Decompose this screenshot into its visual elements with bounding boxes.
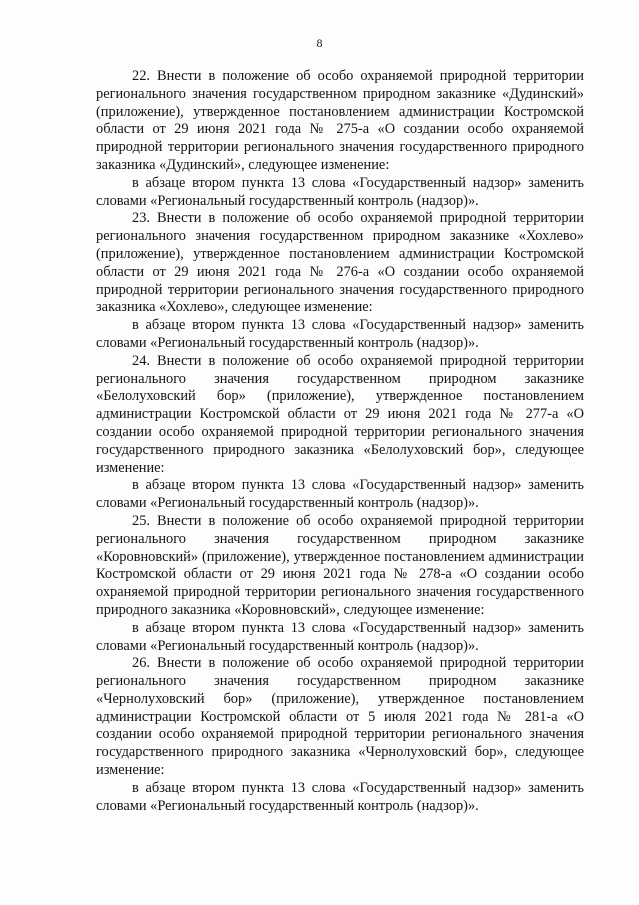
paragraph-amendment-22: в абзаце втором пункта 13 слова «Государственный надзор» заменить словами «Региональный государственный контроль (надзор)». bbox=[96, 174, 584, 209]
paragraph-item-24: 24. Внести в положение об особо охраняемой природной территории регионального значения государственном природном заказнике «Белолуховский бор» (приложение), утвержденное постановлением администрации Костромской области от 29 июня 2021 года № 277-а «О создании особо охраняемой природной территории регионального значения государственного природного заказника «Белолуховский бор», следующее изменение: bbox=[96, 352, 584, 476]
paragraph-item-22: 22. Внести в положение об особо охраняемой природной территории регионального значения государственном природном заказнике «Дудинский» (приложение), утвержденное постановлением администрации Костромской области от 29 июня 2021 года № 275-а «О создании особо охраняемой природной территории регионального значения государственного природного заказника «Дудинский», следующее изменение: bbox=[96, 68, 584, 173]
paragraph-amendment-23: в абзаце втором пункта 13 слова «Государственный надзор» заменить словами «Региональный государственный контроль (надзор)». bbox=[96, 317, 584, 351]
paragraph-item-25: 25. Внести в положение об особо охраняемой природной территории регионального значения государственном природном заказнике «Коровновский» (приложение), утвержденное постановлением администрации Костромской области от 29 июня 2021 года № 278-а «О создании особо охраняемой природной территории регионального значения государственного природного заказника «Коровновский», следующее изменение: bbox=[96, 512, 584, 618]
paragraph-amendment-26: в абзаце втором пункта 13 слова «Государственный надзор» заменить словами «Региональный государственный контроль (надзор)». bbox=[96, 779, 584, 814]
paragraph-item-23: 23. Внести в положение об особо охраняемой природной территории регионального значения государственном природном заказнике «Хохлево» (приложение), утвержденное постановлением администрации Костромской области от 29 июня 2021 года № 276-а «О создании особо охраняемой природной территории регионального значения государственного природного заказника «Хохлево», следующее изменение: bbox=[96, 210, 584, 316]
paragraph-item-26: 26. Внести в положение об особо охраняемой природной территории регионального значения государственном природном заказнике «Чернолуховский бор» (приложение), утвержденное постановлением администрации Костромской области от 5 июля 2021 года № 281-а «О создании особо охраняемой природной территории регионального значения государственного природного заказника «Чернолуховский бор», следующее изменение: bbox=[96, 655, 584, 779]
paragraph-amendment-24: в абзаце втором пункта 13 слова «Государственный надзор» заменить словами «Региональный государственный контроль (надзор)». bbox=[96, 477, 584, 512]
paragraph-amendment-25: в абзаце втором пункта 13 слова «Государственный надзор» заменить словами «Региональный государственный контроль (надзор)». bbox=[96, 619, 584, 654]
document-body bbox=[96, 68, 584, 815]
page-number: 8 bbox=[316, 36, 323, 50]
